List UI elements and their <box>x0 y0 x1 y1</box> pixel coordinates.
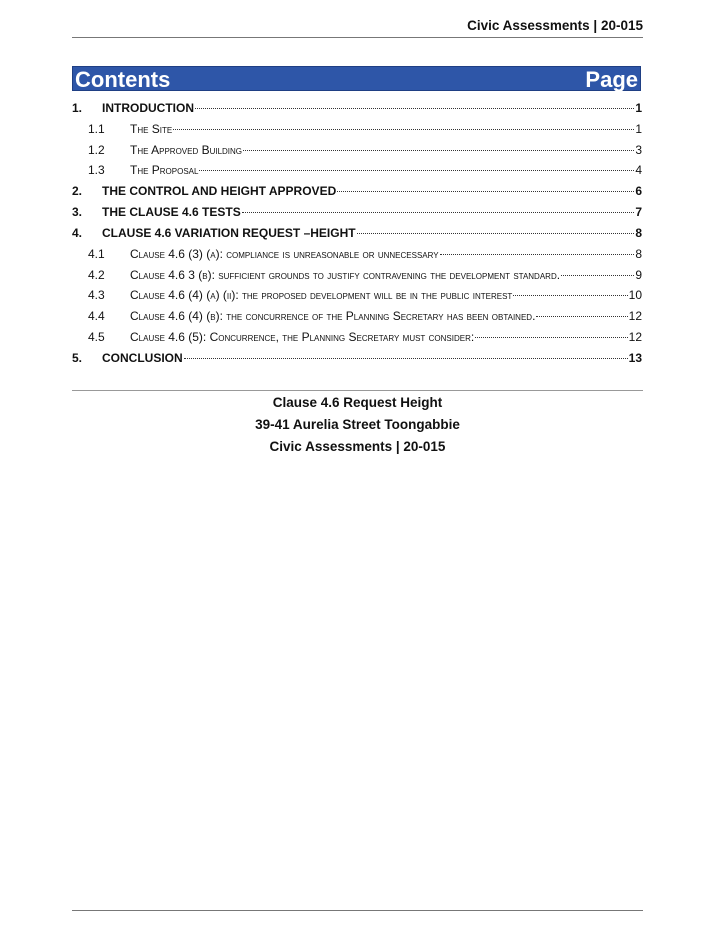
toc-leader-dots <box>199 170 634 171</box>
toc-entry-number: 1.1 <box>88 122 105 136</box>
toc-entry[interactable] <box>72 247 642 261</box>
toc-entry-number: 5. <box>72 351 83 365</box>
toc-entry-page: 1 <box>635 101 642 115</box>
toc-entry-number: 4.1 <box>88 247 105 261</box>
document-title-block <box>72 392 643 458</box>
toc-entry-title: Clause 4.6 (4) (a) (ii): the proposed development will be in the public interest <box>130 288 513 302</box>
toc-entry-title: CONCLUSION <box>102 351 183 365</box>
toc-entry[interactable] <box>72 351 642 365</box>
toc-entry[interactable] <box>72 122 642 136</box>
toc-entry-number: 1.3 <box>88 163 105 177</box>
toc-entry[interactable] <box>72 330 642 344</box>
toc-entry-title: THE CONTROL AND HEIGHT APPROVED <box>102 184 337 198</box>
toc-entry-title: The Approved Building <box>130 143 243 157</box>
toc-entry[interactable] <box>72 268 642 282</box>
document-title: Clause 4.6 Request Height <box>272 395 443 410</box>
toc-entry-page: 12 <box>628 330 642 344</box>
toc-entry-title: Clause 4.6 (3) (a): compliance is unreasonable or unnecessary <box>130 247 439 261</box>
toc-entry[interactable] <box>72 288 642 302</box>
toc-entry-title: Clause 4.6 (4) (b): the concurrence of the Planning Secretary has been obtained. <box>130 309 536 323</box>
toc-entry-page: 10 <box>628 288 642 302</box>
toc-entry-title: Clause 4.6 3 (b): sufficient grounds to justify contravening the development standard. <box>130 268 561 282</box>
toc-entry[interactable] <box>72 163 642 177</box>
toc-entry-number: 3. <box>72 205 83 219</box>
section-divider <box>72 390 643 391</box>
toc-leader-dots <box>357 233 635 234</box>
toc-entry[interactable] <box>72 309 642 323</box>
contents-heading-bar <box>72 66 641 91</box>
page-column-label: Page <box>585 67 638 92</box>
toc-entry-title: CLAUSE 4.6 VARIATION REQUEST –HEIGHT <box>102 226 356 240</box>
toc-entry-page: 13 <box>628 351 642 365</box>
toc-leader-dots <box>536 316 627 317</box>
toc-leader-dots <box>513 295 627 296</box>
toc-entry-number: 4.3 <box>88 288 105 302</box>
toc-entry-page: 1 <box>635 122 642 136</box>
toc-entry-title: The Proposal <box>130 163 199 177</box>
toc-entry-number: 4.4 <box>88 309 105 323</box>
toc-entry-page: 8 <box>635 226 642 240</box>
toc-entry[interactable] <box>72 226 642 240</box>
toc-leader-dots <box>337 191 634 192</box>
toc-entry[interactable] <box>72 184 642 198</box>
footer-divider <box>72 910 643 911</box>
toc-leader-dots <box>184 358 628 359</box>
toc-entry-title: The Site <box>130 122 173 136</box>
toc-entry-title: Clause 4.6 (5): Concurrence, the Planning Secretary must consider: <box>130 330 475 344</box>
page-header: Civic Assessments | 20-015 <box>72 18 643 38</box>
toc-leader-dots <box>243 150 634 151</box>
toc-entry-page: 12 <box>628 309 642 323</box>
toc-leader-dots <box>242 212 635 213</box>
toc-entry-number: 4. <box>72 226 83 240</box>
toc-entry-page: 3 <box>635 143 642 157</box>
toc-entry-number: 1. <box>72 101 83 115</box>
toc-entry-title: INTRODUCTION <box>102 101 194 115</box>
toc-entry-number: 4.5 <box>88 330 105 344</box>
document-reference: Civic Assessments | 20-015 <box>269 439 446 454</box>
toc-entry-page: 6 <box>635 184 642 198</box>
toc-entry[interactable] <box>72 143 642 157</box>
toc-entry-number: 4.2 <box>88 268 105 282</box>
toc-leader-dots <box>195 108 634 109</box>
toc-entry-title: THE CLAUSE 4.6 TESTS <box>102 205 241 219</box>
toc-entry[interactable] <box>72 101 642 115</box>
toc-entry-number: 2. <box>72 184 83 198</box>
document-address: 39-41 Aurelia Street Toongabbie <box>255 417 460 432</box>
toc-entry-page: 9 <box>635 268 642 282</box>
toc-entry-page: 4 <box>635 163 642 177</box>
toc-entry-page: 8 <box>635 247 642 261</box>
toc-entry-page: 7 <box>635 205 642 219</box>
toc-leader-dots <box>440 254 635 255</box>
toc-leader-dots <box>475 337 627 338</box>
toc-leader-dots <box>173 129 634 130</box>
toc-entry[interactable] <box>72 205 642 219</box>
contents-label: Contents <box>75 67 171 92</box>
toc-entry-number: 1.2 <box>88 143 105 157</box>
toc-leader-dots <box>561 275 634 276</box>
